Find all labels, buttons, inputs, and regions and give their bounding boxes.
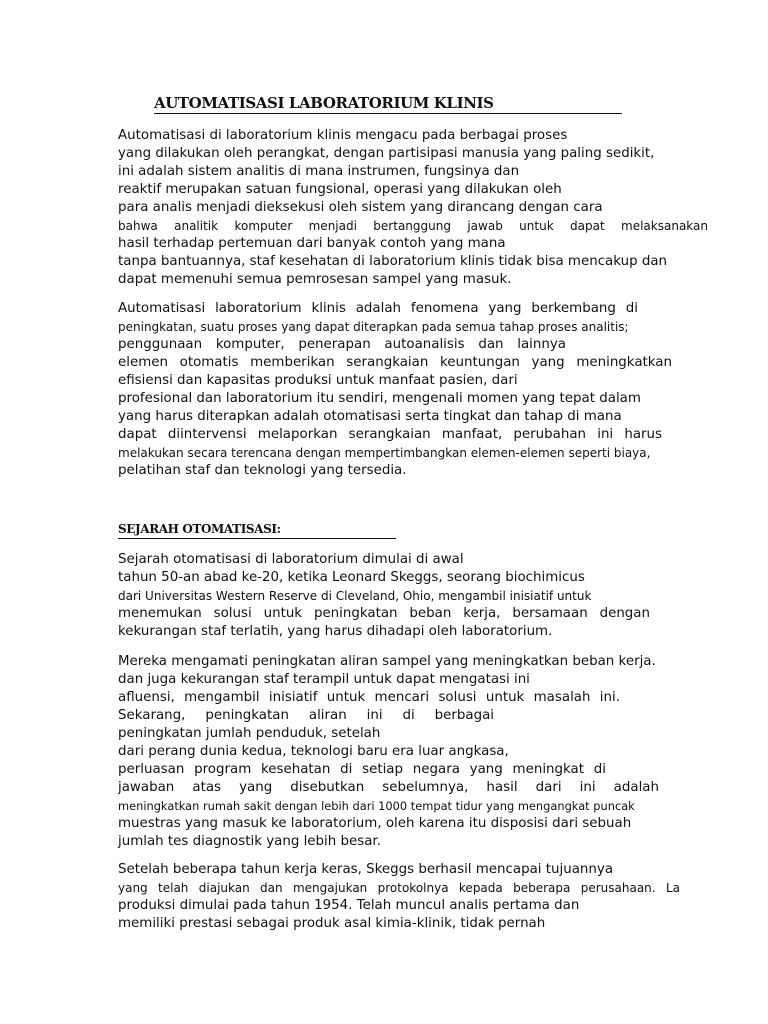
text-line: tahun 50-an abad ke-20, ketika Leonard Skeggs, seorang biochimicus [118,570,585,585]
text-line: pelatihan staf dan teknologi yang tersedia. [118,463,407,478]
document-title: AUTOMATISASI LABORATORIUM KLINIS [154,94,622,114]
text-line: jumlah tes diagnostik yang lebih besar. [118,834,381,849]
text-line: Automatisasi laboratorium klinis adalah fenomena yang berkembang di [118,301,638,316]
text-line: afluensi, mengambil inisiatif untuk mencari solusi untuk masalah ini. [118,690,620,705]
text-line: dapat memenuhi semua pemrosesan sampel yang masuk. [118,272,512,287]
text-line: menemukan solusi untuk peningkatan beban kerja, bersamaan dengan [118,606,650,621]
text-line: reaktif merupakan satuan fungsional, operasi yang dilakukan oleh [118,182,562,197]
text-line: kekurangan staf terlatih, yang harus dihadapi oleh laboratorium. [118,624,553,639]
text-line: ini adalah sistem analitis di mana instrumen, fungsinya dan [118,164,520,179]
text-line: yang telah diajukan dan mengajukan protokolnya kepada beberapa perusahaan. La [118,881,680,895]
text-line: peningkatan, suatu proses yang dapat diterapkan pada semua tahap proses analitis; [118,320,629,334]
paragraph-4 [118,653,708,851]
text-line: dapat diintervensi melaporkan serangkaian manfaat, perubahan ini harus [118,427,662,442]
section-heading: SEJARAH OTOMATISASI: [118,522,396,539]
text-line: profesional dan laboratorium itu sendiri, mengenali momen yang tepat dalam [118,391,641,406]
text-line: memiliki prestasi sebagai produk asal kimia-klinik, tidak pernah [118,916,546,931]
text-line: produksi dimulai pada tahun 1954. Telah muncul analis pertama dan [118,898,580,913]
text-line: perluasan program kesehatan di setiap negara yang meningkat di [118,762,606,777]
text-line: Sejarah otomatisasi di laboratorium dimulai di awal [118,552,464,567]
text-line: yang harus diterapkan adalah otomatisasi serta tingkat dan tahap di mana [118,409,622,424]
text-line: penggunaan komputer, penerapan autoanalisis dan lainnya [118,337,566,352]
text-line: para analis menjadi dieksekusi oleh sistem yang dirancang dengan cara [118,200,603,215]
text-line: tanpa bantuannya, staf kesehatan di laboratorium klinis tidak bisa mencakup dan [118,254,668,269]
text-line: muestras yang masuk ke laboratorium, oleh karena itu disposisi dari sebuah [118,816,632,831]
text-line: jawaban atas yang disebutkan sebelumnya, hasil dari ini adalah [118,780,659,795]
text-line: Automatisasi di laboratorium klinis mengacu pada berbagai proses [118,128,568,143]
text-line: dari Universitas Western Reserve di Cleveland, Ohio, mengambil inisiatif untuk [118,589,592,603]
paragraph-1 [118,127,708,289]
text-line: meningkatkan rumah sakit dengan lebih dari 1000 tempat tidur yang mengangkat puncak [118,799,635,813]
text-line: elemen otomatis memberikan serangkaian keuntungan yang meningkatkan [118,355,672,370]
paragraph-3 [118,551,708,641]
paragraph-2 [118,300,708,480]
paragraph-5 [118,861,708,933]
text-line: Setelah beberapa tahun kerja keras, Skeggs berhasil mencapai tujuannya [118,862,614,877]
text-line: Mereka mengamati peningkatan aliran sampel yang meningkatkan beban kerja. [118,654,656,669]
text-line: efisiensi dan kapasitas produksi untuk manfaat pasien, dari [118,373,518,388]
text-line: dari perang dunia kedua, teknologi baru era luar angkasa, [118,744,509,759]
text-line: hasil terhadap pertemuan dari banyak contoh yang mana [118,236,506,251]
text-line: dan juga kekurangan staf terampil untuk dapat mengatasi ini [118,672,530,687]
text-line: melakukan secara terencana dengan mempertimbangkan elemen-elemen seperti biaya, [118,446,651,460]
text-line: peningkatan jumlah penduduk, setelah [118,726,381,741]
text-line: Sekarang, peningkatan aliran ini di berbagai [118,708,494,723]
text-line: yang dilakukan oleh perangkat, dengan partisipasi manusia yang paling sedikit, [118,146,655,161]
text-line: bahwa analitik komputer menjadi bertanggung jawab untuk dapat melaksanakan [118,219,708,233]
